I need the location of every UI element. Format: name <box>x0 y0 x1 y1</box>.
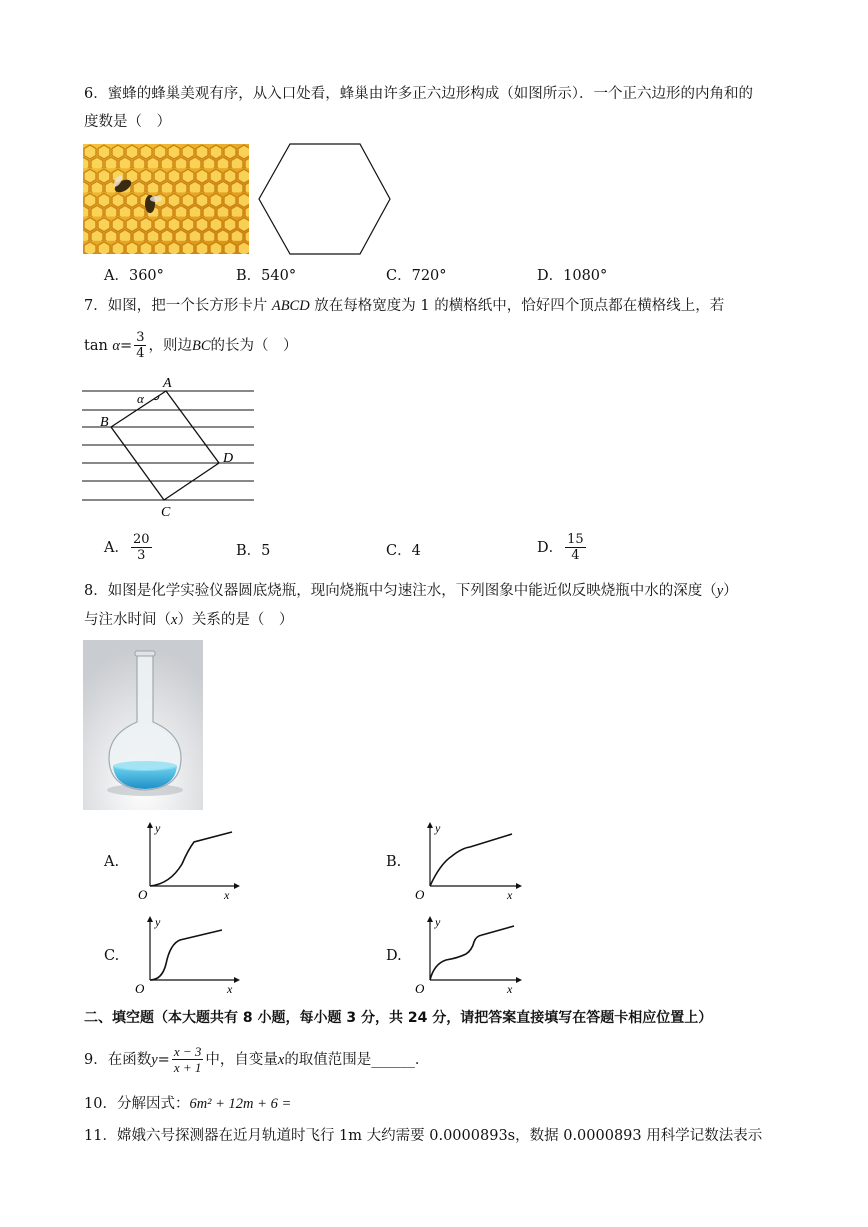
q7-option-c: C．4 <box>386 543 421 559</box>
svg-text:x: x <box>224 888 230 900</box>
q10-expression: 6m² + 12m + 6 = <box>189 1096 292 1112</box>
graph-b-label: B. <box>386 854 402 870</box>
q7-option-a: A． $\frac{20}{3}$ <box>104 532 150 563</box>
q7-condition: tan α = $\frac{3}{4}$ ，则边 BC 的长为（ ） <box>84 330 298 361</box>
q7-text: 7．如图，把一个长方形卡片 ABCD 放在每格宽度为 1 的横格纸中，恰好四个顶点都在横格线上，若 <box>84 298 725 314</box>
q6-option-c: C．720° <box>386 268 447 284</box>
hexagon-figure <box>255 142 395 258</box>
graph-d-label: D. <box>386 948 402 964</box>
q6-option-a: A．360° <box>104 268 164 284</box>
q7-option-d: D． $\frac{15}{4}$ <box>537 532 584 563</box>
svg-text:y: y <box>155 821 161 835</box>
tan-fraction: $\frac{3}{4}$ <box>136 330 145 361</box>
svg-text:y: y <box>155 915 161 929</box>
vertex-b-label: B <box>100 415 109 430</box>
svg-text:x: x <box>507 982 513 994</box>
q7-option-b: B．5 <box>236 543 271 559</box>
q9-text: 9．在函数 y = $\frac{x - 3}{x + 1}$ 中，自变量 x 的取值范围是 ______ ． <box>84 1044 430 1075</box>
alpha-label: α <box>137 391 144 406</box>
q6-text: 6．蜜蜂的蜂巢美观有序，从入口处看，蜂巢由许多正六边形构成（如图所示）．一个正六边形的内角和的 <box>84 86 753 102</box>
q9-answer-blank: ______ <box>371 1051 415 1068</box>
q8-text: 8．如图是化学实验仪器圆底烧瓶，现向烧瓶中匀速注水，下列图象中能近似反映烧瓶中水的深度（y） <box>84 583 738 599</box>
q11-text: 11．嫦娥六号探测器在近月轨道时飞行 1m 大约需要 0.0000893s，数据 0.0000893 用科学记数法表示 <box>84 1128 763 1144</box>
graph-c <box>130 914 242 994</box>
svg-text:x: x <box>507 888 513 900</box>
q6-option-b: B．540° <box>236 268 297 284</box>
q10-text: 10．分解因式：6m² + 12m + 6 = <box>84 1096 292 1112</box>
q9-fraction: $\frac{x - 3}{x + 1}$ <box>173 1044 202 1075</box>
svg-text:O: O <box>415 887 425 900</box>
vertex-d-label: D <box>223 451 234 466</box>
vertex-a-label: A <box>163 376 172 391</box>
q8-text-line2: 与注水时间（x）关系的是（ ） <box>84 612 294 628</box>
svg-text:O: O <box>138 887 148 900</box>
graph-b <box>410 820 522 900</box>
svg-text:O: O <box>415 981 425 994</box>
svg-text:O: O <box>135 981 145 994</box>
graph-a-label: A. <box>104 854 120 870</box>
honeycomb-photo <box>83 144 249 254</box>
flask-photo <box>83 640 203 810</box>
svg-text:y: y <box>435 821 441 835</box>
svg-text:y: y <box>435 915 441 929</box>
graph-d <box>410 914 522 994</box>
svg-text:x: x <box>227 982 233 994</box>
ruled-rectangle-figure <box>80 372 260 520</box>
vertex-c-label: C <box>161 505 171 520</box>
q6-option-d: D．1080° <box>537 268 608 284</box>
section2-heading: 二、填空题（本大题共有 8 小题，每小题 3 分，共 24 分，请把答案直接填写在答题卡相应位置上） <box>84 1010 713 1026</box>
graph-a <box>130 820 240 900</box>
graph-c-label: C. <box>104 948 120 964</box>
q6-text-line2: 度数是（ ） <box>84 114 171 130</box>
